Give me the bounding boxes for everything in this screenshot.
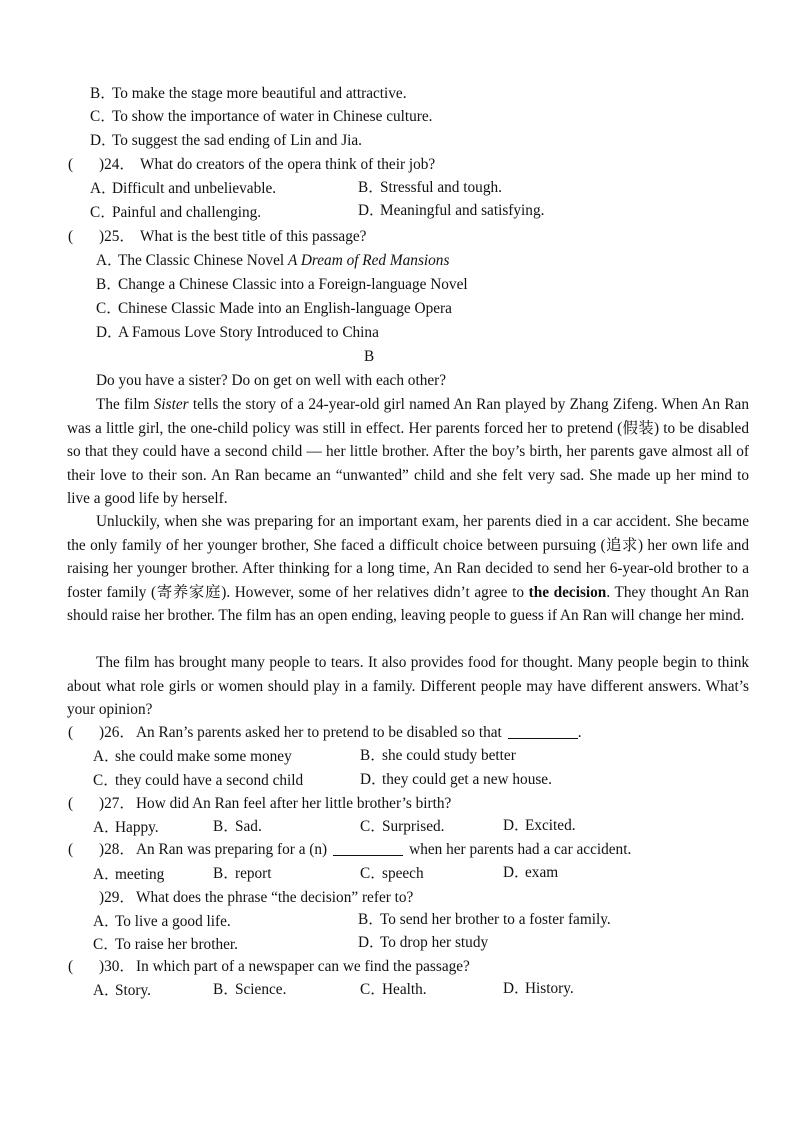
option-letter: D． <box>360 771 387 788</box>
question-number: )26． <box>99 724 135 741</box>
option-letter: B． <box>358 179 384 196</box>
paragraph-text: Unluckily, when she was preparing for an important exam, her parents died in a car accident. She became the only family of her younger brother, She faced a difficult choice between pursuing (追求) her own life and raising her younger brother. After thinking for a long time, An Ran decided to send her 6-year-old brother to a foster family (寄养家庭). However, some of her relatives didn’t agree to <box>67 513 749 601</box>
q29-option-c <box>93 935 238 955</box>
q26-option-d <box>360 770 552 790</box>
option-letter: A． <box>93 748 120 765</box>
q28-option-b <box>213 864 272 884</box>
option-letter: C． <box>90 204 116 221</box>
option-text: exam <box>525 864 559 881</box>
option-letter: B． <box>358 911 384 928</box>
option-text: report <box>235 865 272 882</box>
option-letter: A． <box>93 982 120 999</box>
option-letter: A． <box>93 819 120 836</box>
answer-paren: ( <box>68 228 74 245</box>
q27-option-d <box>503 816 576 836</box>
q24-option-d <box>358 201 544 221</box>
option-letter: A． <box>93 913 120 930</box>
question-number: )27． <box>99 795 135 812</box>
option-text: History. <box>525 980 574 997</box>
option-letter: D． <box>503 864 530 881</box>
question-stem: What is the best title of this passage? <box>140 228 367 245</box>
option-text: To raise her brother. <box>115 936 238 953</box>
stem-text: An Ran was preparing for a (n) <box>136 841 328 858</box>
option-text: Chinese Classic Made into an English-language Opera <box>118 300 452 317</box>
option-letter: C． <box>360 865 386 882</box>
paragraph-text: tells the story of a 24-year-old girl named An Ran played by Zhang Zifeng. When An Ran was a little girl, the one-child policy was still in effect. Her parents forced her to pretend (假装) to be disabled so that they could have a second child — her little brother. After the boy’s birth, her parents gave almost all of their love to their son. An Ran became an “unwanted” child and she felt very sad. She made up her mind to live a good life by herself. <box>67 396 749 508</box>
section-heading: B <box>364 348 375 365</box>
option-letter: A． <box>93 866 120 883</box>
q28-option-d <box>503 863 558 883</box>
option-text: To show the importance of water in Chinese culture. <box>112 108 433 125</box>
option-text: they could get a new house. <box>382 771 552 788</box>
stem-end: when her parents had a car accident. <box>409 841 632 858</box>
question-number: )28． <box>99 841 135 858</box>
option-letter: D． <box>503 817 530 834</box>
option-text: meeting <box>115 866 165 883</box>
bold-phrase: the decision <box>528 583 607 601</box>
question-stem: In which part of a newspaper can we find the passage? <box>136 958 470 975</box>
passage-paragraph-3: The film has brought many people to tears. It also provides food for thought. Many people begin to think about what role girls or women should play in a family. Different people may have different answers. What’s your opinion? <box>67 654 749 719</box>
option-letter: C． <box>96 300 122 317</box>
question-stem: How did An Ran feel after her little brother’s birth? <box>136 795 452 812</box>
question-number: )29． <box>99 889 135 906</box>
option-text: speech <box>382 865 424 882</box>
option-text: Science. <box>235 981 287 998</box>
answer-paren: ( <box>68 958 74 975</box>
q25-option-c <box>96 299 452 319</box>
option-letter: B． <box>213 865 239 882</box>
question-stem: What do creators of the opera think of their job? <box>140 156 436 173</box>
question-number: )25． <box>99 228 135 245</box>
q23-option-d <box>90 131 362 151</box>
option-text: Difficult and unbelievable. <box>112 180 277 197</box>
option-text: A Famous Love Story Introduced to China <box>118 324 379 341</box>
q30-option-d <box>503 979 574 999</box>
option-text: To suggest the sad ending of Lin and Jia. <box>112 132 363 149</box>
option-letter: B． <box>213 981 239 998</box>
option-text: To live a good life. <box>115 913 231 930</box>
option-letter: B． <box>360 747 386 764</box>
q27-option-c <box>360 817 444 837</box>
option-text: Stressful and tough. <box>380 179 502 196</box>
option-letter: C． <box>93 936 119 953</box>
option-text: Surprised. <box>382 818 445 835</box>
novel-title: A Dream of Red Mansions <box>287 252 450 269</box>
option-letter: D． <box>503 980 530 997</box>
q25-option-b <box>96 275 468 295</box>
answer-paren: ( <box>68 724 74 741</box>
q26-option-b <box>360 746 516 766</box>
option-text: The Classic Chinese Novel <box>118 252 288 269</box>
option-letter: D． <box>90 132 117 149</box>
q24-option-c <box>90 203 261 223</box>
q30-option-a <box>93 981 151 1001</box>
stem-end: . <box>577 724 582 741</box>
q30-option-b <box>213 980 286 1000</box>
paragraph-text: The film <box>96 396 154 413</box>
q23-option-c <box>90 107 433 127</box>
answer-blank <box>508 738 578 739</box>
answer-paren: ( <box>68 795 74 812</box>
option-text: they could have a second child <box>115 772 304 789</box>
option-text: Excited. <box>525 817 576 834</box>
option-letter: D． <box>96 324 123 341</box>
question-stem <box>136 723 582 743</box>
option-text: Health. <box>382 981 427 998</box>
q24-option-a <box>90 179 276 199</box>
option-text: Sad. <box>235 818 262 835</box>
option-text: To drop her study <box>380 934 489 951</box>
option-letter: A． <box>96 252 123 269</box>
question-stem: What does the phrase “the decision” refer to? <box>136 889 414 906</box>
option-letter: D． <box>358 934 385 951</box>
q30-option-c <box>360 980 427 1000</box>
q26-option-a <box>93 747 292 767</box>
option-letter: D． <box>358 202 385 219</box>
q28-option-c <box>360 864 424 884</box>
passage-paragraph-1 <box>67 393 749 511</box>
option-text: she could make some money <box>115 748 292 765</box>
paragraph-text: . They thought An Ran should raise her brother. The film has an open ending, leaving people to guess if An Ran will change her mind. <box>67 583 749 625</box>
option-letter: B． <box>90 85 116 102</box>
question-number: )30． <box>99 958 135 975</box>
option-letter: B． <box>213 818 239 835</box>
passage-intro: Do you have a sister? Do on get on well with each other? <box>96 372 447 389</box>
question-stem <box>136 840 631 860</box>
answer-paren: ( <box>68 156 74 173</box>
option-text: Painful and challenging. <box>112 204 262 221</box>
answer-blank <box>333 855 403 856</box>
option-letter: A． <box>90 180 117 197</box>
q29-option-b <box>358 910 611 930</box>
option-text: Change a Chinese Classic into a Foreign-language Novel <box>118 276 468 293</box>
option-text: Happy. <box>115 819 159 836</box>
q27-option-a <box>93 818 159 838</box>
stem-text: An Ran’s parents asked her to pretend to be disabled so that <box>136 724 502 741</box>
option-letter: C． <box>360 818 386 835</box>
option-text: To send her brother to a foster family. <box>380 911 611 928</box>
q29-option-d <box>358 933 488 953</box>
q26-option-c <box>93 771 303 791</box>
passage-paragraph-2 <box>67 510 749 628</box>
question-number: )24． <box>99 156 135 173</box>
q25-option-a <box>96 251 449 271</box>
answer-paren: ( <box>68 841 74 858</box>
option-letter: C． <box>93 772 119 789</box>
q28-option-a <box>93 865 164 885</box>
option-text: Story. <box>115 982 151 999</box>
q24-option-b <box>358 178 502 198</box>
option-letter: C． <box>90 108 116 125</box>
q25-option-d <box>96 323 379 343</box>
q23-option-b <box>90 84 407 104</box>
option-letter: C． <box>360 981 386 998</box>
q27-option-b <box>213 817 262 837</box>
option-text: she could study better <box>382 747 516 764</box>
option-text: To make the stage more beautiful and attractive. <box>112 85 407 102</box>
option-text: Meaningful and satisfying. <box>380 202 545 219</box>
q29-option-a <box>93 912 231 932</box>
film-title: Sister <box>153 396 189 413</box>
option-letter: B． <box>96 276 122 293</box>
